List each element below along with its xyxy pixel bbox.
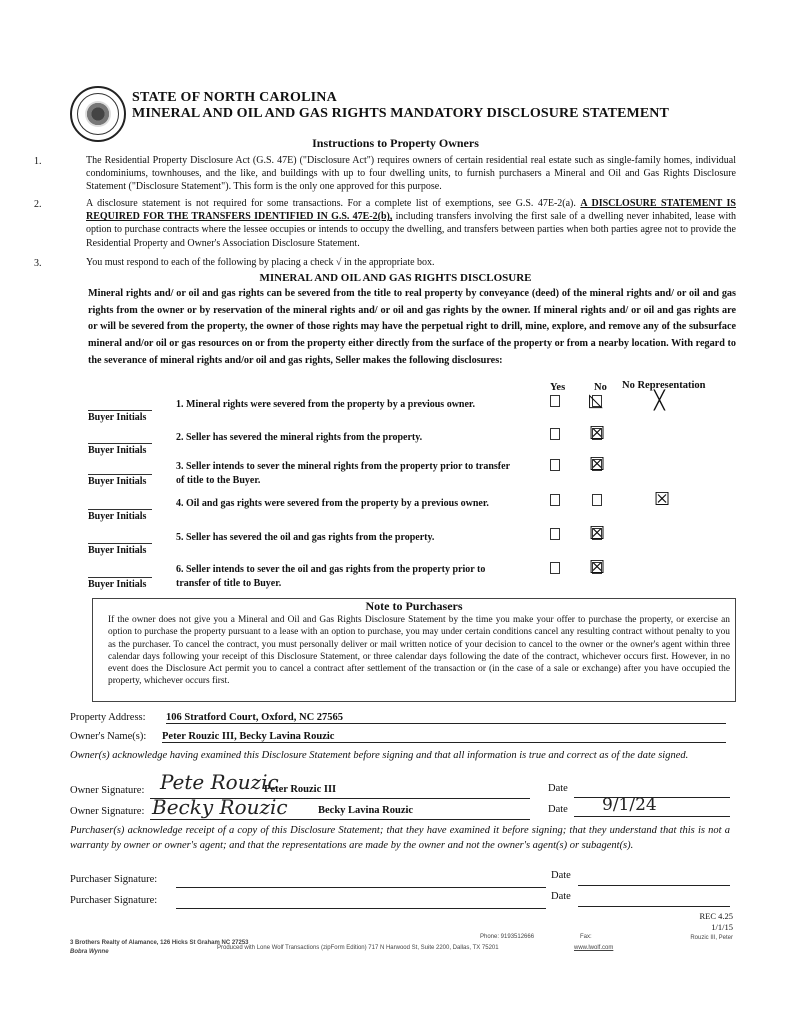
instruction-2-text-cont: including transfers involving the first sale of a dwelling never inhabited, lease with option to purchase contracts where the lessee occupies or intends to occupy the dwelling, and transfers between parties when both parties agree not to provide the Residential Property and Owner's Association Disclosure Statement.	[86, 211, 736, 249]
instruction-2-text: A disclosure statement is not required for some transactions. For a complete list of exemptions, see G.S. 47E-2(a).	[86, 198, 581, 209]
buyer-initials-label: Buyer Initials	[88, 412, 147, 423]
note-text: If the owner does not give you a Mineral and Oil and Gas Rights Disclosure Statement by the time you make your offer to purchase the property, or exercise an option to purchase the property pursuant to a lease with an option to purchase, you may under certain conditions cancel any resulting contract without penalty to you as the purchaser. To cancel the contract, you must personally deliver or mail written notice of your decision to cancel to the owner or the owner's agent within three calendar days following your receipt of this Disclosure Statement, or three calendar days following the date of the contract, whichever occurs first. However, in no event does the Disclosure Act permit you to cancel a contract after settlement of the transaction or (in the case of a sale or exchange) after you have occupied the property, whichever occurs first.	[108, 615, 730, 687]
owner-date-field[interactable]: 9/1/24	[574, 795, 730, 817]
note-title: Note to Purchasers	[365, 599, 463, 613]
instruction-number: 1.	[34, 156, 42, 167]
header-title: MINERAL AND OIL AND GAS RIGHTS MANDATORY DISCLOSURE STATEMENT	[132, 106, 669, 121]
footer-phone: Phone: 9193512666	[480, 934, 535, 940]
checkbox-yes[interactable]	[550, 528, 560, 540]
checkbox-yes[interactable]	[550, 395, 560, 407]
purchaser-signature-field[interactable]	[176, 874, 546, 888]
disclosure-item-text: 1. Mineral rights were severed from the property by a previous owner.	[176, 399, 475, 410]
column-no-representation: No Representation	[622, 380, 706, 391]
date-label: Date	[548, 804, 568, 815]
buyer-initials-field[interactable]	[88, 509, 152, 510]
buyer-initials-field[interactable]	[88, 443, 152, 444]
check-mark-no: ☒	[589, 423, 606, 444]
property-address-field[interactable]: 106 Stratford Court, Oxford, NC 27565	[166, 712, 726, 724]
buyer-initials-label: Buyer Initials	[88, 476, 147, 487]
footer-agent: Bobra Wynne	[70, 949, 109, 955]
owner-signature-handwriting: Becky Rouzic	[152, 795, 288, 819]
owner-signature-handwriting: Pete Rouzic	[160, 770, 279, 794]
footer-fax: Fax:	[580, 934, 592, 940]
check-mark-no: ◺	[589, 390, 603, 411]
column-no: No	[594, 382, 607, 393]
check-mark-no: ☒	[589, 557, 606, 578]
purchaser-acknowledgement: Purchaser(s) acknowledge receipt of a copy of this Disclosure Statement; that they have examined it before signing; that they understand that this is not a warranty by owner or owner's agent; and that the representations are made by the owner and not the owner's agent(s) or subagent(s).	[70, 825, 730, 851]
purchaser-date-field[interactable]	[578, 893, 730, 907]
check-mark-no-representation[interactable]: ☒	[654, 489, 671, 510]
instruction-2	[86, 197, 736, 250]
property-address-label: Property Address:	[70, 712, 146, 723]
form-file-name: Rouzic III, Peter	[690, 935, 733, 941]
check-mark-no: ☒	[589, 523, 606, 544]
footer-broker: 3 Brothers Realty of Alamance, 126 Hicks St Graham NC 27253	[70, 940, 249, 946]
instructions-title: Instructions to Property Owners	[312, 136, 479, 150]
owner-acknowledgement: Owner(s) acknowledge having examined this Disclosure Statement before signing and that all information is true and correct as of the date signed.	[70, 750, 689, 761]
instruction-3: You must respond to each of the following by placing a check √ in the appropriate box.	[86, 257, 435, 268]
disclosure-item-text: 6. Seller intends to sever the oil and gas rights from the property prior to transfer of title to Buyer.	[176, 564, 486, 589]
instruction-number: 3.	[34, 258, 42, 269]
buyer-initials-label: Buyer Initials	[88, 445, 147, 456]
state-seal-icon	[70, 86, 126, 142]
column-yes: Yes	[550, 382, 566, 393]
disclosure-item-text: 3. Seller intends to sever the mineral rights from the property prior to transfer of title to the Buyer.	[176, 461, 510, 486]
checkbox-yes[interactable]	[550, 428, 560, 440]
checkbox-yes[interactable]	[550, 459, 560, 471]
purchaser-date-field[interactable]	[578, 872, 730, 886]
owner-printed-name: Becky Lavina Rouzic	[318, 805, 414, 816]
disclosure-item-text: 2. Seller has severed the mineral rights from the property.	[176, 432, 423, 443]
buyer-initials-field[interactable]	[88, 410, 152, 411]
disclosure-item-text: 4. Oil and gas rights were severed from the property by a previous owner.	[176, 498, 489, 509]
disclosure-item-text: 5. Seller has severed the oil and gas rights from the property.	[176, 532, 435, 543]
date-label: Date	[548, 783, 568, 794]
buyer-initials-field[interactable]	[88, 577, 152, 578]
buyer-initials-label: Buyer Initials	[88, 545, 147, 556]
checkbox-no[interactable]	[592, 494, 602, 506]
footer-produced: Produced with Lone Wolf Transactions (zipForm Edition) 717 N Harwood St, Suite 2200, Dallas, TX 75201	[217, 945, 499, 951]
checkbox-yes[interactable]	[550, 494, 560, 506]
check-mark-no-representation[interactable]: ╳	[654, 390, 665, 411]
checkbox-yes[interactable]	[550, 562, 560, 574]
form-revision: 1/1/15	[711, 922, 733, 932]
owner-signature-label: Owner Signature:	[70, 806, 145, 817]
purchaser-signature-field[interactable]	[176, 895, 546, 909]
purchaser-signature-label: Purchaser Signature:	[70, 895, 158, 906]
disclosure-title: MINERAL AND OIL AND GAS RIGHTS DISCLOSURE	[259, 272, 532, 284]
date-label: Date	[551, 891, 571, 902]
instruction-number: 2.	[34, 199, 42, 210]
header-state: STATE OF NORTH CAROLINA	[132, 90, 337, 105]
purchaser-signature-label: Purchaser Signature:	[70, 874, 158, 885]
owners-name-field[interactable]: Peter Rouzic III, Becky Lavina Rouzic	[162, 731, 726, 743]
instruction-2-emphasis: A DISCLOSURE STATEMENT IS REQUIRED FOR THE TRANSFERS IDENTIFIED IN G.S. 47E-2(b),	[86, 198, 736, 223]
buyer-initials-label: Buyer Initials	[88, 579, 147, 590]
disclosure-text: Mineral rights and/ or oil and gas rights can be severed from the title to real property by conveyance (deed) of the mineral rights and/ or oil and gas rights from the owner or by reservation of the mineral rights and/ or oil and gas rights by the owner. If mineral rights and/ or oil and gas rights are or will be severed from the property, the owner of those rights may have the perpetual right to drill, mine, explore, and remove any of the subsurface mineral and/or oil or gas resources on or from the property either directly from the surface of the property or from a nearby location. With regard to the severance of mineral rights and/or oil and gas rights, Seller makes the following disclosures:	[88, 288, 736, 366]
buyer-initials-label: Buyer Initials	[88, 511, 147, 522]
buyer-initials-field[interactable]	[88, 474, 152, 475]
owners-name-label: Owner's Name(s):	[70, 731, 147, 742]
instruction-1: The Residential Property Disclosure Act (G.S. 47E) ("Disclosure Act") requires owners of certain residential real estate such as single-family homes, individual condominiums, townhouses, and the like, and buildings with up to four dwelling units, to furnish purchasers a Mineral and Oil and Gas Rights Disclosure Statement ("Disclosure Statement"). This form is the only one approved for this purpose.	[86, 155, 736, 193]
date-label: Date	[551, 870, 571, 881]
buyer-initials-field[interactable]	[88, 543, 152, 544]
owner-signature-label: Owner Signature:	[70, 785, 145, 796]
check-mark-no: ☒	[589, 454, 606, 475]
footer-website-link[interactable]: www.lwolf.com	[574, 945, 614, 951]
form-code: REC 4.25	[699, 911, 733, 921]
owner-printed-name: Peter Rouzic III	[264, 784, 337, 795]
